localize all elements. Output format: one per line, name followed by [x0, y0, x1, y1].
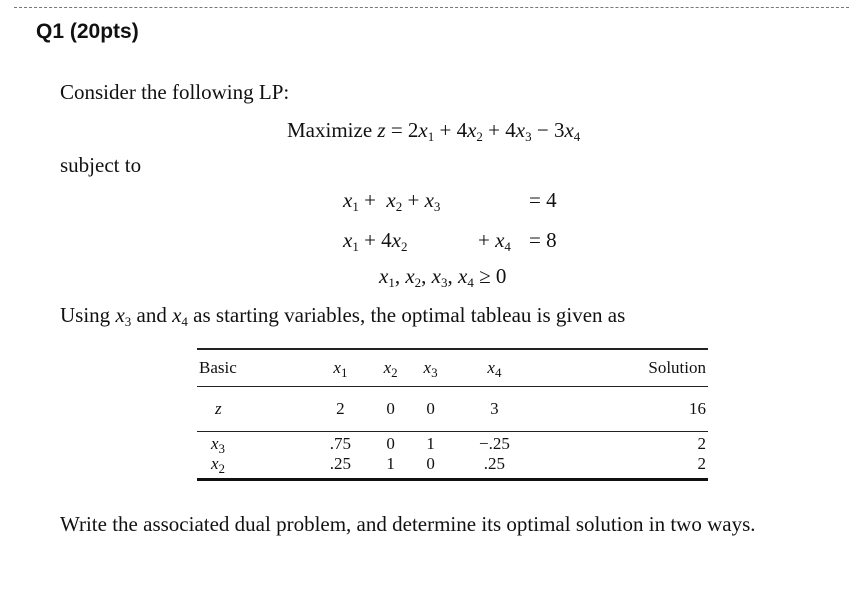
z-basic: z: [215, 399, 222, 418]
top-dashed-divider: [14, 7, 849, 8]
z-x2: 0: [386, 399, 395, 418]
coef-x4: 3: [553, 118, 565, 142]
coef-x2: 4: [456, 118, 468, 142]
nonnegativity: $x_1$, $x_2$, $x_3$, $x_4 \ge 0$: [379, 264, 507, 290]
header-x4: $x_4$: [487, 358, 502, 380]
objective-z: z: [377, 118, 386, 142]
row-basic: $x_2$: [211, 454, 226, 476]
constraint-1-rhs: = 4: [529, 188, 557, 212]
constraint-2-coef: 4: [381, 228, 392, 252]
row-basic: $x_3$: [211, 434, 226, 456]
objective-function: Maximize $z = 2x_1 + 4x_2 + 4x_3 - 3x_4$: [287, 118, 581, 144]
row-solution: 2: [697, 454, 706, 473]
row-x3: 1: [426, 434, 435, 453]
coef-x3: 4: [505, 118, 516, 142]
row-x1: .25: [329, 454, 352, 473]
question-label: Q1 (20pts): [36, 20, 139, 43]
z-x1: 2: [336, 399, 345, 418]
z-x4: 3: [490, 399, 499, 418]
coef-x1: 2: [407, 118, 419, 142]
constraint-2-rhs: = 8: [529, 228, 557, 252]
row-x3: 0: [426, 454, 435, 473]
objective-eq: =: [390, 118, 403, 142]
header-x2: $x_2$: [383, 358, 398, 380]
row-solution: 2: [697, 434, 706, 453]
using-text: Using $x_3$ and $x_4$ as starting variables, the optimal tableau is given as: [60, 303, 626, 329]
tableau-header-row: [197, 349, 708, 387]
constraint-2-lhs: $x_1 + 4x_2$: [343, 228, 408, 254]
nonneg-rhs: ≥ 0: [479, 264, 507, 288]
task-text: Write the associated dual problem, and determine its optimal solution in two ways.: [60, 512, 756, 536]
intro-text: Consider the following LP:: [60, 80, 290, 104]
z-solution: 16: [689, 399, 706, 418]
header-basic: Basic: [199, 358, 237, 377]
header-solution: Solution: [648, 358, 706, 377]
tableau-row-x3: [197, 432, 708, 455]
constraint-2-x4: + $x_4$: [478, 228, 511, 254]
constraint-1-lhs: $x_1 + x_2 + x_3$: [343, 188, 441, 214]
row-x4: −.25: [479, 434, 510, 453]
row-x2: 0: [386, 434, 395, 453]
header-x3: $x_3$: [423, 358, 438, 380]
subject-to: subject to: [60, 153, 142, 177]
row-x1: .75: [329, 434, 352, 453]
tableau-row-x2: [197, 454, 708, 480]
maximize-word: Maximize: [287, 118, 373, 142]
tableau-z-row: [197, 387, 708, 432]
z-x3: 0: [426, 399, 435, 418]
row-x4: .25: [483, 454, 506, 473]
optimal-tableau: [197, 348, 708, 481]
header-x1: $x_1$: [333, 358, 348, 380]
row-x2: 1: [386, 454, 395, 473]
